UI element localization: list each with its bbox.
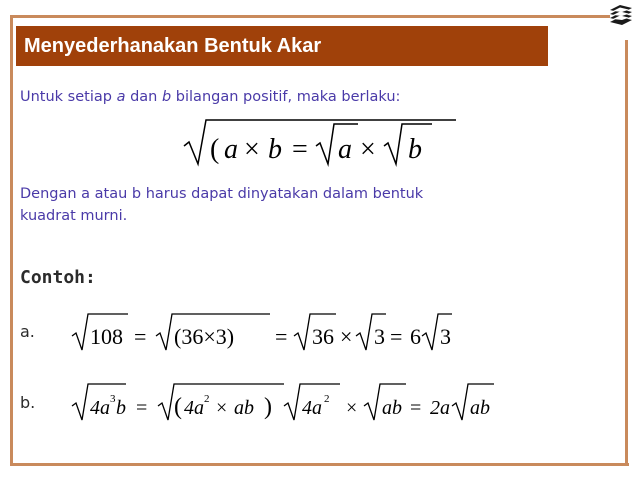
intro-var-b: b (161, 89, 172, 105)
example-a-formula (70, 310, 470, 354)
ex-b-ab-3: ab (470, 397, 490, 419)
ex-a-times: × (340, 324, 353, 349)
ex-b-4a-2: 4a (184, 397, 204, 419)
rule-rhs-b: b (408, 134, 422, 165)
ex-a-3-final: 3 (440, 324, 451, 349)
ex-b-sup-2b: 2 (324, 393, 330, 405)
rule-var-a: a (224, 134, 238, 165)
rule-formula (180, 116, 460, 170)
intro-before: Untuk setiap (20, 89, 117, 105)
note-text (20, 183, 580, 227)
ex-b-4a: 4a (90, 397, 110, 419)
ex-a-36: 36 (312, 324, 334, 349)
page-title: Menyederhanakan Bentuk Akar (16, 26, 548, 66)
ex-b-eq-2: = (410, 397, 422, 419)
example-b-label: b. (20, 393, 36, 412)
rule-rhs-times: × (360, 134, 376, 165)
rule-rhs-a: a (338, 134, 352, 165)
ex-b-eq-1: = (136, 397, 148, 419)
ex-a-36x3: (36×3) (174, 324, 235, 349)
ex-b-close-paren: ) (264, 394, 272, 420)
ex-b-4a-3: 4a (302, 397, 322, 419)
ex-b-2a: 2a (430, 397, 450, 419)
ex-a-eq-3: = (390, 324, 403, 349)
rule-equals: = (292, 134, 308, 165)
ex-b-b: b (116, 397, 126, 419)
ex-a-eq-1: = (134, 324, 147, 349)
ex-b-sup-2: 2 (204, 393, 210, 405)
ex-b-open-paren: ( (174, 394, 182, 420)
intro-text (20, 86, 400, 108)
intro-mid: dan (125, 89, 162, 105)
note-line-2: kuadrat murni. (20, 208, 128, 224)
rule-times: × (244, 134, 260, 165)
example-a-label: a. (20, 322, 35, 341)
contoh-heading: Contoh: (20, 267, 96, 288)
ex-b-ab-1: ab (234, 397, 254, 419)
ex-a-3: 3 (374, 324, 385, 349)
example-b-formula (70, 380, 520, 424)
note-line-1: Dengan a atau b harus dapat dinyatakan dalam bentuk (20, 186, 424, 202)
rule-var-b: b (268, 134, 282, 165)
ex-b-times: × (346, 397, 358, 419)
ex-b-inner-times: × (216, 397, 228, 419)
intro-after: bilangan positif, maka berlaku: (171, 89, 401, 105)
stacked-books-icon (608, 2, 634, 28)
ex-a-6: 6 (410, 324, 421, 349)
ex-b-sup-3: 3 (110, 393, 116, 405)
intro-var-a: a (116, 89, 126, 105)
frame-right-border (625, 40, 628, 463)
ex-a-108: 108 (90, 324, 123, 349)
ex-b-ab-2: ab (382, 397, 402, 419)
rule-open-paren: ( (210, 134, 220, 165)
ex-a-eq-2: = (275, 324, 288, 349)
